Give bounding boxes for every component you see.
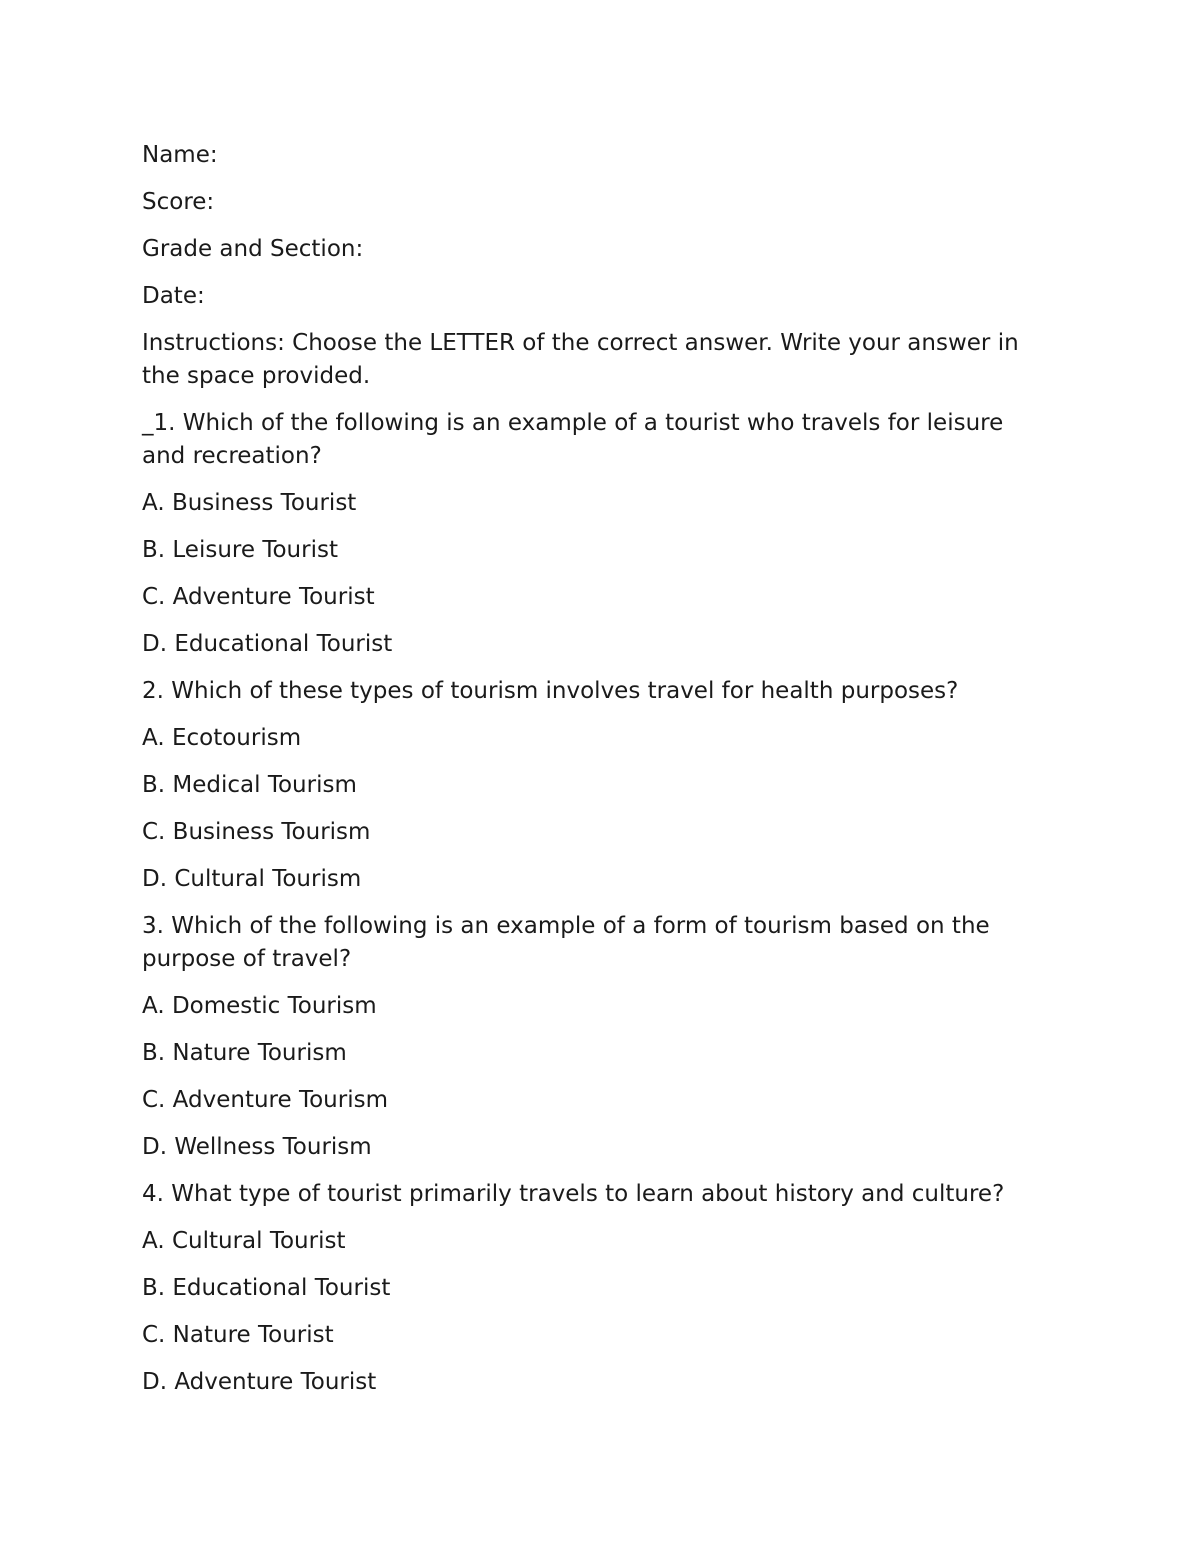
question-3 (142, 910, 1042, 1164)
document-page (142, 139, 1042, 1413)
option-b: B. Educational Tourist (142, 1275, 391, 1301)
option-b: B. Nature Tourism (142, 1040, 347, 1066)
instructions: Instructions: Choose the LETTER of the correct answer. Write your answer in the space provided. (142, 330, 1026, 389)
question-text: 4. What type of tourist primarily travels to learn about history and culture? (142, 1181, 1005, 1207)
question-text: _1. Which of the following is an example of a tourist who travels for leisure and recreation? (142, 410, 1011, 469)
option-a: A. Domestic Tourism (142, 993, 377, 1019)
option-d: D. Adventure Tourist (142, 1369, 377, 1395)
question-text: 2. Which of these types of tourism involves travel for health purposes? (142, 678, 959, 704)
option-c: C. Adventure Tourist (142, 584, 375, 610)
grade-section-label: Grade and Section: (142, 236, 364, 262)
option-c: C. Nature Tourist (142, 1322, 334, 1348)
question-1 (142, 407, 1042, 661)
name-label: Name: (142, 142, 218, 168)
question-2 (142, 675, 1042, 896)
option-d: D. Cultural Tourism (142, 866, 362, 892)
option-b: B. Leisure Tourist (142, 537, 338, 563)
option-a: A. Business Tourist (142, 490, 357, 516)
option-c: C. Adventure Tourism (142, 1087, 388, 1113)
question-text: 3. Which of the following is an example of a form of tourism based on the purpose of travel? (142, 913, 997, 972)
question-4 (142, 1178, 1042, 1399)
option-d: D. Wellness Tourism (142, 1134, 372, 1160)
option-d: D. Educational Tourist (142, 631, 393, 657)
option-a: A. Ecotourism (142, 725, 302, 751)
student-info-fields (142, 139, 1042, 313)
date-label: Date: (142, 283, 205, 309)
option-a: A. Cultural Tourist (142, 1228, 346, 1254)
option-b: B. Medical Tourism (142, 772, 357, 798)
option-c: C. Business Tourism (142, 819, 371, 845)
score-label: Score: (142, 189, 215, 215)
